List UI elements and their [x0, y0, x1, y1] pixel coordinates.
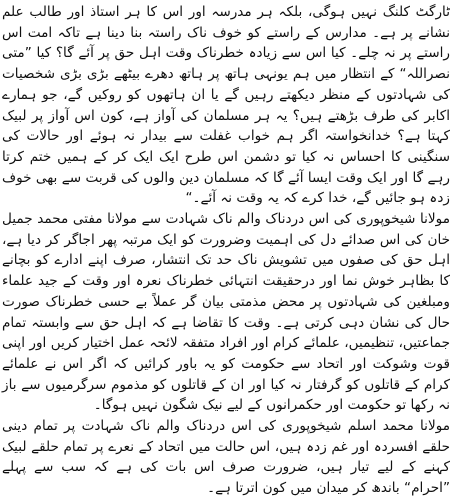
article-paragraph-2: مولانا شیخوپوری کی اس دردناک والم ناک شہادت سے مولانا مفتی محمد جمیل خان کی اس صدائے دل کی اہمیت وضرورت کو ایک مرتبہ پھر اجاگر کر دیا ہے، اہل حق کی صفوں میں تشویش ناک حد تک انتشار، صرف اپنے ادارے کو بچانے کا بظاہر خوش نما اور درحقیقت انتہائی خطرناک نعرہ اور وقت کے جید علماء ومبلغین کی شہادتوں پر محض مذمتی بیان گر عملاً بے حسی خطرناک صورت حال کی نشان دہی کرتی ہے۔ وقت کا تقاضا ہے کہ اہل حق سے وابستہ تمام جماعتیں، تنظیمیں، علمائے کرام اور افراد متفقہ لائحہ عمل اختیار کریں اور اپنی قوت وشوکت اور اتحاد سے حکومت کو یہ باور کرائیں کہ اگر اس نے علمائے کرام کے قاتلوں کو گرفتار نہ کیا اور ان کے قاتلوں کو مذموم سرگرمیوں سے باز نہ رکھا تو حکومت اور حکمرانوں کے لیے نیک شگون نہیں ہوگا۔	[2, 211, 450, 414]
article-body	[2, 2, 450, 499]
article-paragraph-1: ٹارگٹ کلنگ نہیں ہوگی، بلکہ ہر مدرسہ اور اس کا ہر استاذ اور طالب علم نشانے پر ہے۔ مدارس کے راستے کو خوف ناک راستہ بنا دینا ہے تاکہ امت اس راستے پر نہ چلے۔ کیا اس سے زیادہ خطرناک وقت اہل حق پر آئے گا؟ کیا ”متی نصراللہ“ کے انتظار میں ہم یونہی ہاتھ پر ہاتھ دھرے بیٹھے بڑی بڑی شخصیات کی شہادتوں کے منظر دیکھتے رہیں گے یا ان ہاتھوں کو روکیں گے، جو ہمارے اکابر کی طرف بڑھتے ہیں؟ یہ ہر مسلمان کی آواز ہے، کون اس آواز پر لبیک کہتا ہے؟ خدانخواستہ اگر ہم خواب غفلت سے بیدار نہ ہوئے اور حالات کی سنگینی کا احساس نہ کیا تو دشمن اس طرح ایک ایک کر کے ہمیں ختم کرتا رہے گا اور ایک وقت ایسا آئے گا کہ مسلمان دین والوں کی قربت سے بھی خوف زدہ ہو جائیں گے، خدا کرے کہ یہ وقت نہ آئے۔“	[2, 4, 450, 207]
article-paragraph-3: مولانا محمد اسلم شیخوپوری کی اس دردناک والم ناک شہادت پر تمام دینی حلقے افسردہ اور غم زدہ ہیں، اس حالت میں اتحاد کے نعرے پر تمام حلقے لبیک کہنے کے لیے تیار ہیں، ضرورت صرف اس بات کی ہے کہ سب سے پہلے ”احرام“ باندھ کر میدان میں کون اترتا ہے۔	[2, 418, 450, 497]
